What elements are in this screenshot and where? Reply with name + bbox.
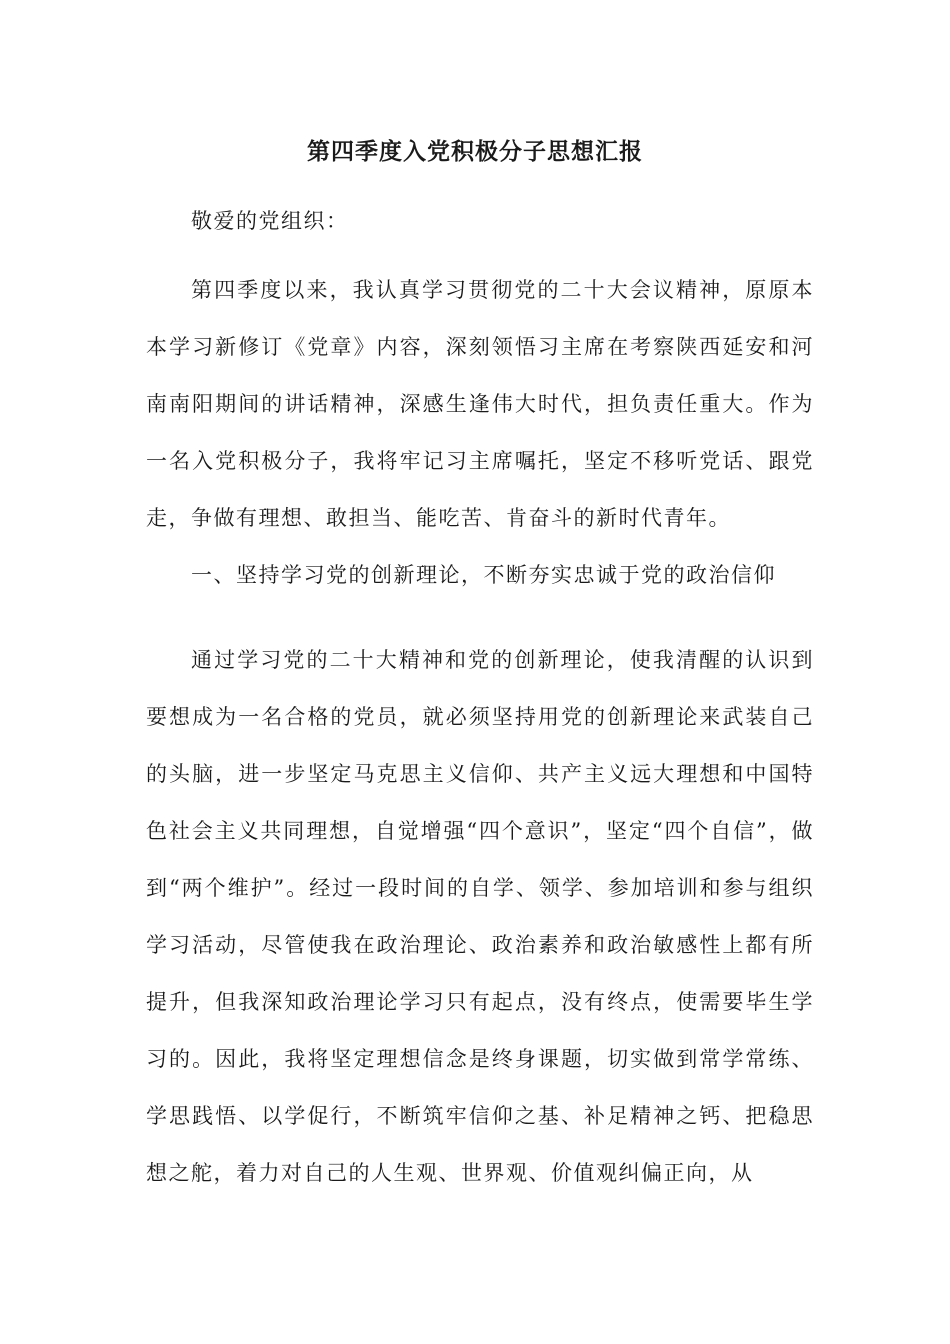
document-title: 第四季度入党积极分子思想汇报 [307, 138, 643, 165]
paragraph-intro: 第四季度以来，我认真学习贯彻党的二十大会议精神，原原本本学习新修订《党章》内容，深刻领悟习主席在考察陕西延安和河南南阳期间的讲话精神，深感生逢伟大时代，担负责任重大。作为一名入党积极分子，我将牢记习主席嘱托，坚定不移听党话、跟党走，争做有理想、敢担当、能吃苦、肯奋斗的新时代青年。 [146, 278, 814, 530]
paragraph-section-1: 通过学习党的二十大精神和党的创新理论，使我清醒的认识到要想成为一名合格的党员，就必须坚持用党的创新理论来武装自己的头脑，进一步坚定马克思主义信仰、共产主义远大理想和中国特色社会主义共同理想，自觉增强“四个意识”，坚定“四个自信”，做到“两个维护”。经过一段时间的自学、领学、参加培训和参与组织学习活动，尽管使我在政治理论、政治素养和政治敏感性上都有所提升，但我深知政治理论学习只有起点，没有终点，使需要毕生学习的。因此，我将坚定理想信念是终身课题，切实做到常学常练、学思践悟、以学促行，不断筑牢信仰之基、补足精神之钙、把稳思想之舵，着力对自己的人生观、世界观、价值观纠偏正向，从 [146, 648, 814, 1185]
section-heading-1: 一、坚持学习党的创新理论，不断夯实忠诚于党的政治信仰 [191, 563, 776, 587]
salutation: 敬爱的党组织： [191, 209, 349, 233]
